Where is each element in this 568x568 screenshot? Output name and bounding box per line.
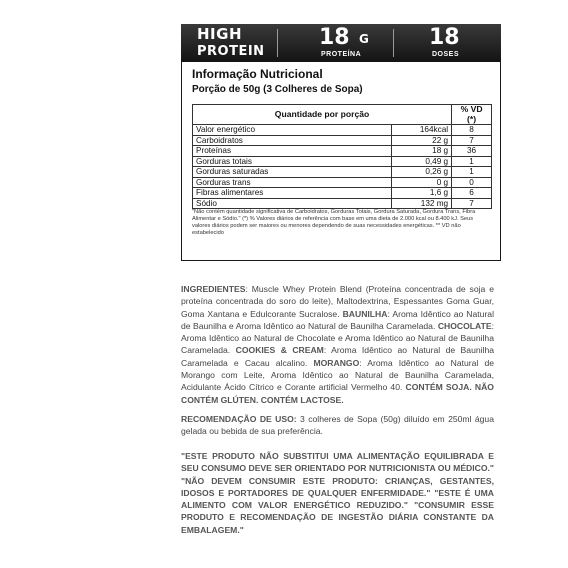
nutrient-vd: 0 — [452, 177, 492, 188]
usage-label: RECOMENDAÇÃO DE USO: — [181, 414, 297, 424]
flavor-text-baunilha: : Aroma Idêntico ao Natural de Baunilha e Aroma Idêntico ao Natural de Baunilha Caramelada. — [181, 308, 494, 331]
table-row — [193, 188, 492, 199]
flavor-label-morango: MORANGO — [313, 357, 360, 368]
allergen-info: CONTÉM SOJA. NÃO CONTÉM GLÚTEN. CONTÉM LACTOSE. — [181, 382, 494, 405]
portion-size: Porção de 50g (3 Colheres de Sopa) — [192, 84, 363, 95]
nutrient-amount: 0,49 g — [392, 156, 452, 167]
doses-value: 18 — [429, 25, 460, 50]
nutrition-panel — [181, 62, 501, 261]
protein-value: 18 — [319, 25, 350, 50]
nutrient-amount: 0 g — [392, 177, 452, 188]
table-row — [193, 177, 492, 188]
nutrient-vd: 7 — [452, 198, 492, 209]
banner-divider — [393, 29, 394, 57]
warning-block: "ESTE PRODUTO NÃO SUBSTITUI UMA ALIMENTAÇÃO EQUILIBRADA E SEU CONSUMO DEVE SER ORIENTADO POR NUTRICIONISTA OU MÉDICO." "NÃO DEVEM CONSUMIR ESTE PRODUTO: CRIANÇAS, GESTANTES, IDOSOS E PORTADORES DE QUALQUER ENFERMIDADE." "ESTE É UMA ALIMENTO COM VALOR ENERGÉTICO REDUZIDO." "CONSUMIR ESSE PRODUTO E RECOMENDAÇÃO DE INGESTÃO DIÁRIA CONSTANTE DA EMBALAGEM." — [181, 451, 494, 535]
table-header-row — [193, 105, 492, 125]
table-row — [193, 146, 492, 157]
nutrient-name: Gorduras totais — [193, 156, 392, 167]
nutrient-vd: 7 — [452, 135, 492, 146]
nutrient-name: Carboidratos — [193, 135, 392, 146]
nutrient-amount: 1,6 g — [392, 188, 452, 199]
ingredients-intro: : Muscle Whey Protein Blend (Proteína concentrada de soja e proteína concentrada do soro do leite), Maltodextrina, Espessantes Goma Guar, Goma Xantana e Edulcorante Sucralose. — [181, 284, 494, 319]
nutrient-name: Gorduras trans — [193, 177, 392, 188]
nutrient-vd: 1 — [452, 167, 492, 178]
table-row — [193, 167, 492, 178]
nutrient-amount: 132 mg — [392, 198, 452, 209]
flavor-text-chocolate: : Aroma Idêntico ao Natural de Chocolate e Aroma Idêntico ao Natural de Baunilha Caramelada. — [181, 320, 494, 356]
nutrient-name: Sódio — [193, 198, 392, 209]
protein-unit: G — [359, 32, 369, 46]
nutrient-name: Valor energético — [193, 125, 392, 136]
flavor-label-baunilha: BAUNILHA — [342, 308, 388, 319]
nutrient-vd: 36 — [452, 146, 492, 157]
doses-label: DOSES — [432, 51, 460, 58]
nutrient-amount: 22 g — [392, 135, 452, 146]
table-row — [193, 125, 492, 136]
brand-line-1: HIGH — [197, 25, 243, 43]
brand-line-2: PROTEIN — [197, 44, 265, 59]
table-row — [193, 198, 492, 209]
nutrient-vd: 8 — [452, 125, 492, 136]
nutrient-amount: 0,26 g — [392, 167, 452, 178]
flavor-text-morango: : Aroma Idêntico ao Natural de Morango com Leite, Aroma Idêntico ao Natural de Baunilha Caramelada, Acidulante Ácido Cítrico e Corante artificial Vermelho 40. — [181, 357, 495, 393]
flavor-text-cookies: : Aroma Idêntico ao Natural de Baunilha Caramelada e Cacau alcalino. — [181, 345, 495, 368]
header-quantity: Quantidade por porção — [193, 105, 452, 125]
banner-divider — [277, 29, 278, 57]
nutrient-amount: 164kcal — [392, 125, 452, 136]
flavor-label-chocolate: CHOCOLATE — [437, 320, 492, 331]
nutrient-name: Gorduras saturadas — [193, 167, 392, 178]
nutrition-table — [192, 104, 492, 209]
table-row — [193, 156, 492, 167]
flavor-label-cookies: COOKIES & CREAM — [235, 345, 324, 356]
nutrition-title: Informação Nutricional — [192, 67, 323, 81]
usage-block — [181, 413, 494, 438]
usage-text: 3 colheres de Sopa (50g) diluído em 250ml água gelada ou bebida de sua preferência. — [181, 414, 494, 437]
nutrient-vd: 1 — [452, 156, 492, 167]
header-vd: % VD (*) — [452, 105, 492, 125]
ingredients-label: INGREDIENTES — [181, 284, 246, 294]
table-row — [193, 135, 492, 146]
ingredients-block — [181, 283, 494, 406]
nutrient-name: Proteínas — [193, 146, 392, 157]
protein-label: PROTEÍNA — [321, 51, 362, 58]
brand-title — [197, 27, 265, 59]
product-banner — [181, 24, 501, 62]
nutrition-footnote: "Não contém quantidade significativa de Carboidratos, Gorduras Totais, Gordura Saturada, Gordura Trans, Fibra Alimentar e Sódio." (*) % Valores diários de referência com base em uma dieta de 2.000 kcal ou 8.400 kJ. Seus valores diários podem ser maiores ou menores dependendo de suas necessidades energéticas. ** VD não estabelecido — [192, 209, 476, 236]
nutrient-name: Fibras alimentares — [193, 188, 392, 199]
nutrient-amount: 18 g — [392, 146, 452, 157]
nutrient-vd: 6 — [452, 188, 492, 199]
